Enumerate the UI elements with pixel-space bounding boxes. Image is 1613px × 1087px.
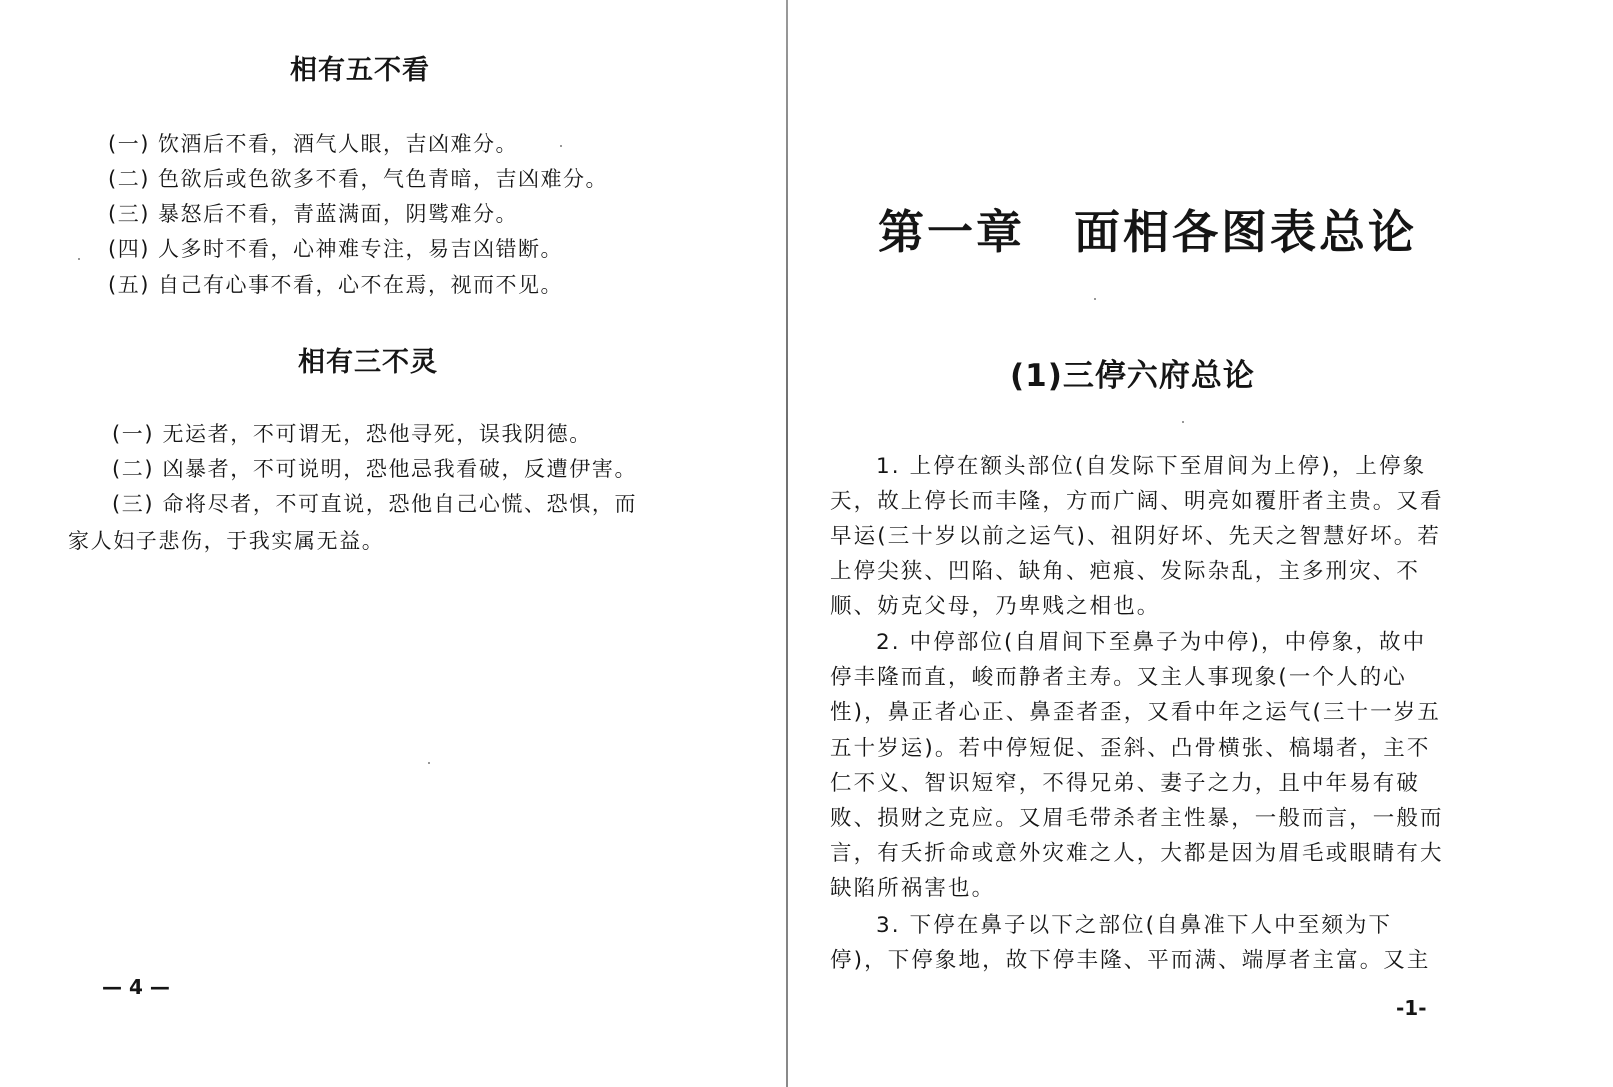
paragraph-line: 性)，鼻正者心正、鼻歪者歪，又看中年之运气(三十一岁五: [830, 700, 1441, 725]
scan-speck: [1094, 298, 1096, 300]
chapter-title: 第一章 面相各图表总论: [878, 205, 1417, 259]
left-page: [0, 0, 790, 1087]
list-item: (三) 暴怒后不看，青蓝满面，阴骘难分。: [108, 202, 519, 226]
right-page: [790, 0, 1613, 1087]
list-item: (五) 自己有心事不看，心不在焉，视而不见。: [108, 273, 564, 297]
paragraph-line: 言，有夭折命或意外灾难之人，大都是因为眉毛或眼睛有大: [830, 841, 1444, 866]
list-item: (四) 人多时不看，心神难专注，易吉凶错断。: [108, 237, 564, 261]
paragraph-line: 早运(三十岁以前之运气)、祖阴好坏、先天之智慧好坏。若: [830, 524, 1441, 549]
scan-speck: [78, 258, 80, 260]
paragraph-line: 上停尖狭、凹陷、缺角、疤痕、发际杂乱，主多刑灾、不: [830, 559, 1421, 584]
page-number: -1-: [1396, 996, 1427, 1020]
list-item: (二) 色欲后或色欲多不看，气色青暗，吉凶难分。: [108, 167, 609, 191]
section-title-five-no-look: 相有五不看: [290, 55, 430, 86]
paragraph-line: 天，故上停长而丰隆，方而广阔、明亮如覆肝者主贵。又看: [830, 489, 1444, 514]
paragraph-line: 停)，下停象地，故下停丰隆、平而满、端厚者主富。又主: [830, 948, 1431, 973]
list-item: (一) 饮酒后不看，酒气人眼，吉凶难分。: [108, 132, 519, 156]
text-line: (一) 无运者，不可谓无，恐他寻死，误我阴德。: [112, 422, 592, 446]
text-line: (三) 命将尽者，不可直说，恐他自己心慌、恐惧，而: [112, 492, 638, 516]
paragraph-line: 3. 下停在鼻子以下之部位(自鼻准下人中至颏为下: [876, 913, 1393, 938]
scan-speck: [560, 145, 562, 147]
scan-speck: [428, 762, 430, 764]
section-title-three-no-effect: 相有三不灵: [298, 347, 438, 378]
paragraph-line: 仁不义、智识短窄，不得兄弟、妻子之力，且中年易有破: [830, 771, 1421, 796]
paragraph-line: 五十岁运)。若中停短促、歪斜、凸骨横张、槁塌者，主不: [830, 736, 1431, 761]
paragraph-line: 停丰隆而直，峻而静者主寿。又主人事现象(一个人的心: [830, 665, 1407, 690]
page-number: — 4 —: [102, 975, 170, 999]
paragraph-line: 缺陷所祸害也。: [830, 876, 996, 901]
paragraph-line: 败、损财之克应。又眉毛带杀者主性暴，一般而言，一般而: [830, 806, 1444, 831]
paragraph-line: 顺、妨克父母，乃卑贱之相也。: [830, 594, 1161, 619]
paragraph-line: 1. 上停在额头部位(自发际下至眉间为上停)，上停象: [876, 454, 1427, 479]
text-line: (二) 凶暴者，不可说明，恐他忌我看破，反遭伊害。: [112, 457, 638, 481]
scan-speck: [1182, 421, 1184, 423]
paragraph-line: 2. 中停部位(自眉间下至鼻子为中停)，中停象，故中: [876, 630, 1427, 655]
text-line: 家人妇子悲伤，于我实属无益。: [68, 529, 385, 553]
section-title-three-divisions: (1)三停六府总论: [1010, 358, 1255, 394]
